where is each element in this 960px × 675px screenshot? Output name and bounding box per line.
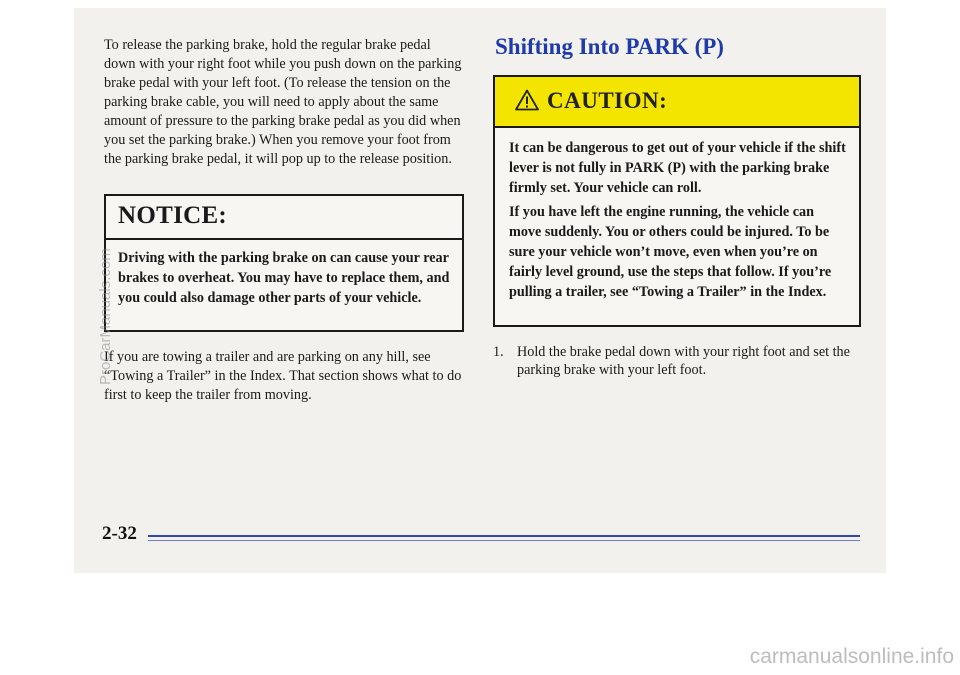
bottom-watermark: carmanualsonline.info: [749, 645, 954, 668]
warning-triangle-icon: [515, 89, 539, 111]
notice-box: [104, 194, 464, 332]
side-watermark: ProCarManuals.com: [97, 248, 114, 385]
parking-brake-release-paragraph: To release the parking brake, hold the regular brake pedal down with your right foot while you push down on the parking brake pedal with your left foot. (To release the tension on the parking brake cable, you will need to apply about the same amount of pressure to the parking brake pedal as you did when you set the parking brake.) When you remove your foot from the parking brake pedal, it will pop up to the release position.: [104, 37, 462, 167]
caution-box: [493, 75, 861, 327]
caution-title: CAUTION:: [547, 88, 668, 113]
caution-text-1: It can be dangerous to get out of your vehicle if the shift lever is not fully in PARK (P) with the parking brake firmly set. Your vehicle can roll.: [509, 140, 846, 196]
steps-list: [493, 343, 863, 379]
step-number: 1.: [493, 344, 504, 360]
step-text: Hold the brake pedal down with your right foot and set the parking brake with your left foot.: [517, 344, 850, 378]
notice-divider: [106, 238, 462, 240]
notice-title: NOTICE:: [118, 202, 228, 229]
page-number: 2-32: [102, 523, 137, 544]
notice-text: Driving with the parking brake on can cause your rear brakes to overheat. You may have to replace them, and you could also damage other parts of your vehicle.: [118, 250, 450, 306]
step-item: [493, 343, 863, 379]
caution-text-2: If you have left the engine running, the vehicle can move suddenly. You or others could be injured. To be sure your vehicle won’t move, even when you’re on fairly level ground, use the steps that follow. If you’re pulling a trailer, see “Towing a Trailer” in the Index.: [509, 204, 832, 300]
footer-rule: [148, 535, 860, 537]
towing-trailer-paragraph: If you are towing a trailer and are parking on any hill, see “Towing a Trailer” in the Index. That section shows what to do first to keep the trailer from moving.: [104, 349, 462, 403]
footer-rule-thin: [148, 540, 860, 541]
section-heading: Shifting Into PARK (P): [495, 34, 724, 59]
caution-header: [495, 77, 859, 128]
